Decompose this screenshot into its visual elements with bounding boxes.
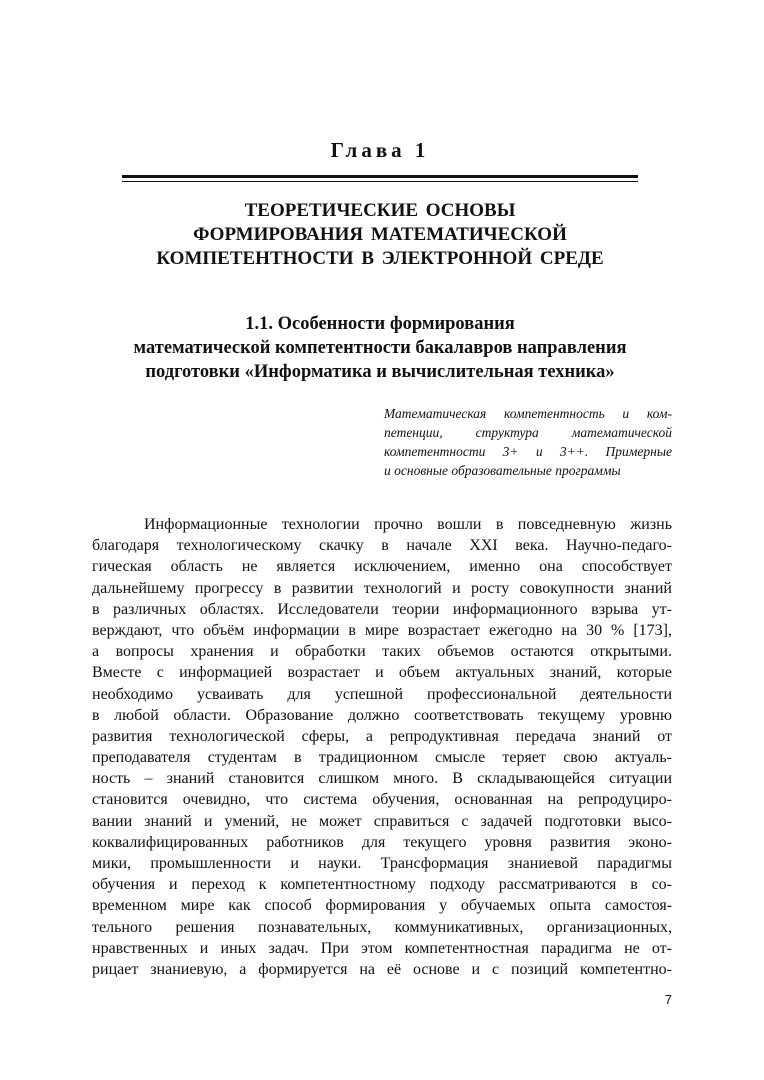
chapter-title <box>100 199 660 271</box>
epigraph-line: компетентности 3+ и 3++. Примерные <box>384 444 672 459</box>
body-line: временном мире как способ формирования у обучаемых опыта самостоя- <box>92 897 672 915</box>
section-title-line: математической компетентности бакалавров направления <box>133 338 627 358</box>
section-title-line: подготовки «Информатика и вычислительная техника» <box>145 362 615 382</box>
epigraph-line: Математическая компетентность и ком- <box>384 406 672 421</box>
body-paragraph <box>92 514 672 980</box>
chapter-title-line: ФОРМИРОВАНИЯ МАТЕМАТИЧЕСКОЙ <box>193 224 567 245</box>
body-line: Вместе с информацией возрастает и объем актуальных знаний, которые <box>92 664 672 682</box>
body-line: мики, промышленности и науки. Трансформация знаниевой парадигмы <box>92 855 672 872</box>
body-line: дальнейшему прогрессу в развитии технологий и росту совокупности знаний <box>92 579 672 597</box>
chapter-rule-thick <box>122 175 638 178</box>
body-line: а вопросы хранения и обработки таких объемов остаются открытыми. <box>92 643 672 661</box>
epigraph-line: петенции, структура математической <box>384 425 672 440</box>
body-line: в любой области. Образование должно соответствовать текущему уровню <box>92 706 672 724</box>
body-line: благодаря технологическому скачку в начале XXI века. Научно-педаго- <box>92 537 672 555</box>
body-line: вании знаний и умений, не может справиться с задачей подготовки высо- <box>92 812 672 830</box>
chapter-title-line: КОМПЕТЕНТНОСТИ В ЭЛЕКТРОННОЙ СРЕДЕ <box>156 248 604 269</box>
body-line: в различных областях. Исследователи теории информационного взрыва ут- <box>92 600 672 618</box>
chapter-title-line: ТЕОРЕТИЧЕСКИЕ ОСНОВЫ <box>244 200 516 221</box>
page-number: 7 <box>664 992 672 1007</box>
body-line: ность – знаний становится слишком много. В складывающейся ситуации <box>92 770 672 788</box>
section-title-line: 1.1. Особенности формирования <box>245 314 515 334</box>
body-line: необходимо усваивать для успешной профессиональной деятельности <box>92 685 672 703</box>
body-line: Информационные технологии прочно вошли в повседневную жизнь <box>144 516 672 533</box>
body-line: нравственных и иных задач. При этом компетентностная парадигма не от- <box>92 939 672 957</box>
body-line: коквалифицированных работников для текущего уровня развития эконо- <box>92 833 672 851</box>
body-line: обучения и переход к компетентностному подходу рассматриваются в со- <box>92 876 672 894</box>
body-line: развития технологической сферы, а репродуктивная передача знаний от <box>92 727 672 745</box>
body-line: преподавателя студентам в традиционном смысле теряет свою актуаль- <box>92 749 672 767</box>
body-line: гическая область не является исключением, именно она способствует <box>92 558 672 576</box>
body-line: становится очевидно, что система обучения, основанная на репродуциро- <box>92 791 672 809</box>
chapter-label: Глава 1 <box>330 138 430 162</box>
body-line: рицает знаниевую, а формируется на её основе и с позиций компетентно- <box>92 960 672 978</box>
body-line: верждают, что объём информации в мире возрастает ежегодно на 30 % [173], <box>92 621 672 639</box>
chapter-rule-thin <box>122 181 638 182</box>
body-line: тельного решения познавательных, коммуникативных, организационных, <box>92 918 672 936</box>
epigraph <box>384 404 672 480</box>
section-title <box>80 312 680 384</box>
epigraph-line: и основные образовательные программы <box>384 463 621 478</box>
